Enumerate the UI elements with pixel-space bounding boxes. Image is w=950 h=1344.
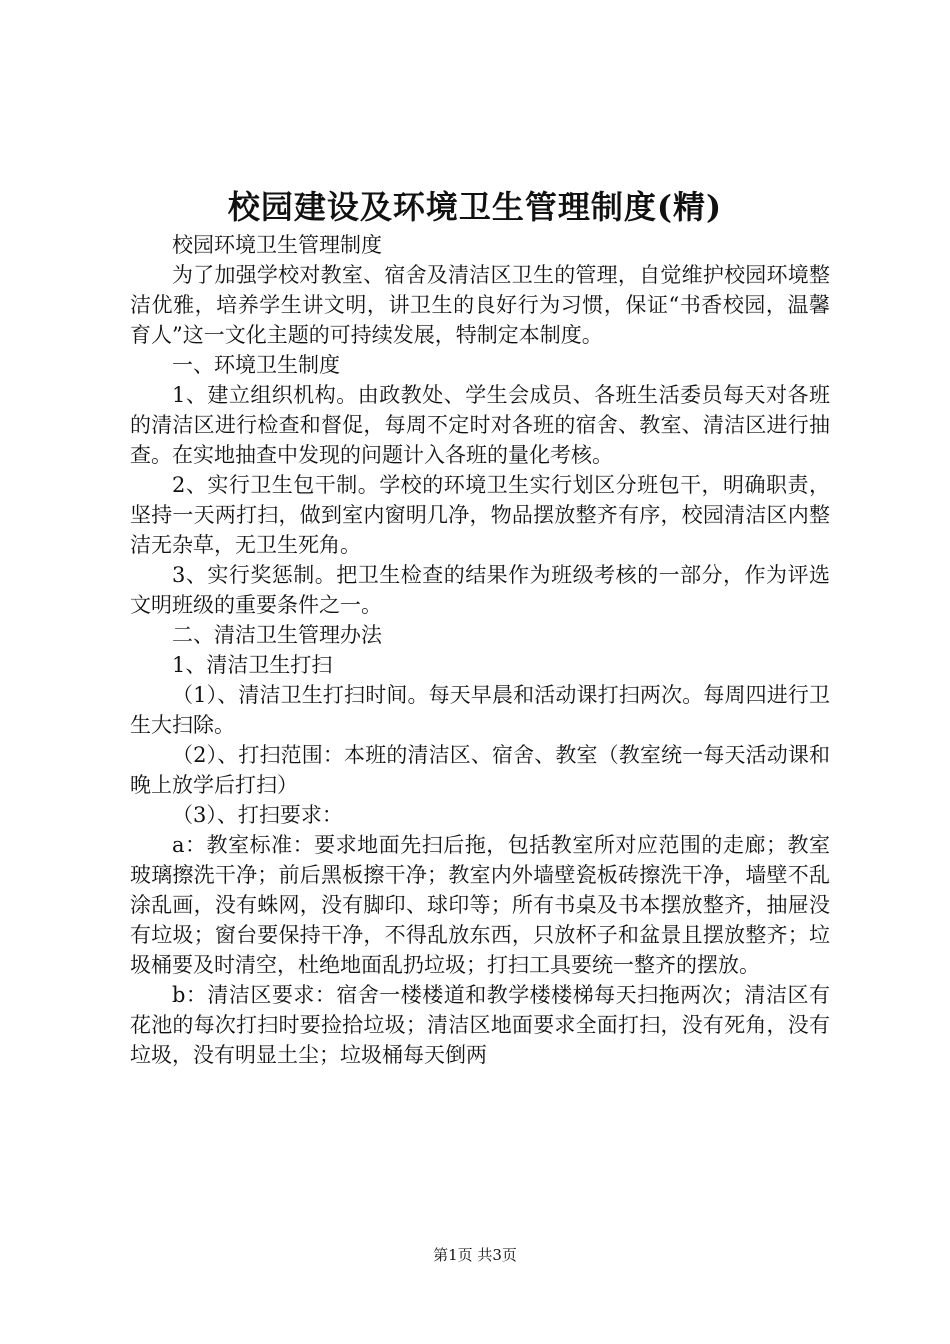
paragraph-subtitle: 校园环境卫生管理制度 bbox=[172, 233, 382, 257]
paragraph-subitem-3: （3）、打扫要求： bbox=[172, 803, 343, 827]
paragraph-subitem-2: （2）、打扫范围：本班的清洁区、宿舍、教室（教室统一每天活动课和晚上放学后打扫） bbox=[130, 743, 830, 797]
paragraph-subitem-1: （1）、清洁卫生打扫时间。每天早晨和活动课打扫两次。每周四进行卫生大扫除。 bbox=[130, 683, 830, 737]
paragraph-item-3: 3、实行奖惩制。把卫生检查的结果作为班级考核的一部分，作为评选文明班级的重要条件之一。 bbox=[130, 563, 830, 617]
page-number-footer: 第1页 共3页 bbox=[433, 1246, 517, 1264]
document-title: 校园建设及环境卫生管理制度(精) bbox=[227, 188, 723, 226]
paragraph-intro: 为了加强学校对教室、宿舍及清洁区卫生的管理，自觉维护校园环境整洁优雅，培养学生讲文明，讲卫生的良好行为习惯，保证“书香校园，温馨育人”这一文化主题的可持续发展，特制定本制度。 bbox=[130, 263, 830, 347]
section-heading-1: 一、环境卫生制度 bbox=[172, 353, 340, 377]
section-heading-2: 二、清洁卫生管理办法 bbox=[172, 623, 382, 647]
paragraph-standard-a: a：教室标准：要求地面先扫后拖，包括教室所对应范围的走廊；教室玻璃擦洗干净；前后黑板擦干净；教室内外墙壁瓷板砖擦洗干净，墙壁不乱涂乱画，没有蛛网，没有脚印、球印等；所有书桌及书本摆放整齐，抽屉没有垃圾；窗台要保持干净，不得乱放东西，只放杯子和盆景且摆放整齐；垃圾桶要及时清空，杜绝地面乱扔垃圾；打扫工具要统一整齐的摆放。 bbox=[130, 833, 830, 977]
document-body bbox=[130, 230, 830, 1070]
paragraph-item-2: 2、实行卫生包干制。学校的环境卫生实行划区分班包干，明确职责，坚持一天两打扫，做到室内窗明几净，物品摆放整齐有序，校园清洁区内整洁无杂草，无卫生死角。 bbox=[130, 473, 830, 557]
paragraph-item-1: 1、建立组织机构。由政教处、学生会成员、各班生活委员每天对各班的清洁区进行检查和督促，每周不定时对各班的宿舍、教室、清洁区进行抽查。在实地抽查中发现的问题计入各班的量化考核。 bbox=[130, 383, 830, 467]
paragraph-standard-b: b：清洁区要求：宿舍一楼楼道和教学楼楼梯每天扫拖两次；清洁区有花池的每次打扫时要捡拾垃圾；清洁区地面要求全面打扫，没有死角，没有垃圾，没有明显土尘；垃圾桶每天倒两 bbox=[130, 983, 830, 1067]
subsection-heading: 1、清洁卫生打扫 bbox=[172, 653, 333, 677]
